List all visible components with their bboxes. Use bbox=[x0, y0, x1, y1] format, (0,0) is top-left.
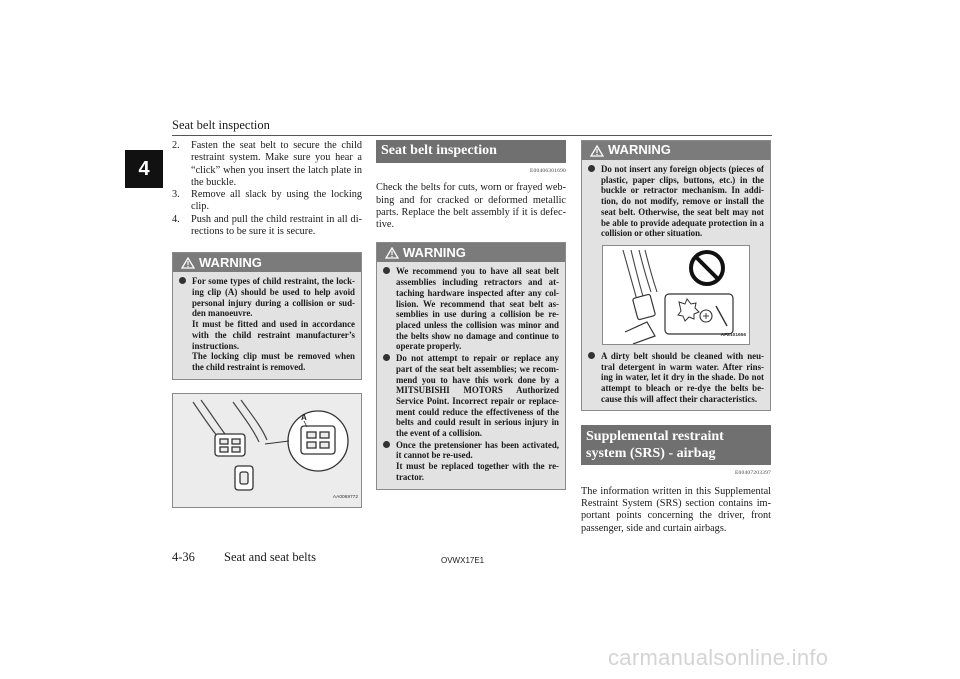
page-number: 4-36 bbox=[172, 550, 195, 564]
warning-item: For some types of child restraint, the lock- ing clip (A) should be used to help avoid personal injury during a collision or sud- den manoeuvre. It must be fitted and used in accordance with the child restraint manufacturer’s instructions. The locking clip must be removed when the child restraint is removed. bbox=[179, 276, 355, 372]
warning-body bbox=[582, 160, 770, 410]
footer-section-name: Seat and seat belts bbox=[224, 550, 316, 564]
step-item: 2. Fasten the seat belt to secure the child restraint system. Make sure you hear a “click” when you insert the latch plate in the buckle. bbox=[172, 140, 362, 188]
warning-box bbox=[581, 140, 771, 411]
running-header-title: Seat belt inspection bbox=[172, 118, 270, 132]
bullet-icon bbox=[383, 441, 390, 448]
step-list bbox=[172, 140, 362, 238]
section-code: E00407203397 bbox=[734, 470, 771, 477]
bullet-icon bbox=[179, 277, 186, 284]
warning-header: WARNING bbox=[582, 141, 770, 160]
warning-box bbox=[172, 252, 362, 379]
left-column bbox=[172, 140, 362, 508]
header-rule bbox=[172, 135, 772, 136]
warning-item: A dirty belt should be cleaned with neu- tral detergent in warm water. After rins- ing in water, let it dry in the shade. Do not attempt to bleach or re-dye the belts be- cause this will affect their characteristics. bbox=[588, 351, 764, 405]
warning-item: Do not attempt to repair or replace any part of the seat belt assemblies; we recom- mend you to have this work done by a MITSUBISHI MOTORS Authorized Service Point. Incorrect repair or replace- ment could reduce the effectiveness of the belts and could result in serious injury in the event of a collision. bbox=[383, 353, 559, 439]
section-heading-seat-belt-inspection: Seat belt inspection bbox=[376, 140, 566, 163]
warning-box bbox=[376, 242, 566, 489]
seat-belt-locking-clip-drawing bbox=[173, 394, 361, 507]
watermark: carmanualsonline.info bbox=[608, 645, 829, 670]
warning-item: Do not insert any foreign objects (pieces of plastic, paper clips, buttons, etc.) in the buckle or retractor mechanism. In addi- tion, do not modify, remove or install the seat belt. Otherwise, the seat belt may not be able to provide adequate protection in a collision or other situation. bbox=[588, 164, 764, 239]
figure-code: AA0069772 bbox=[332, 495, 358, 501]
locking-clip-illustration bbox=[172, 393, 362, 508]
buckle-prohibited-drawing bbox=[603, 246, 737, 344]
warning-item: Once the pretensioner has been activated, it cannot be re-used. It must be replaced together with the re- tractor. bbox=[383, 440, 559, 483]
bullet-icon bbox=[588, 165, 595, 172]
callout-label-a: A bbox=[301, 412, 307, 422]
figure-code: AFZ101656 bbox=[720, 333, 746, 339]
middle-column bbox=[376, 140, 566, 490]
footer-doc-code: OVWX17E1 bbox=[441, 556, 485, 565]
prohibited-icon bbox=[691, 252, 723, 284]
warning-triangle-icon bbox=[385, 247, 399, 259]
srs-intro-paragraph: The information written in this Supplemental Restraint System (SRS) section contains im- portant points concerning the driver, front passenger, side and curtain airbags. bbox=[581, 485, 771, 534]
inspection-paragraph: Check the belts for cuts, worn or frayed web- bing and for cracked or deformed metallic parts. Replace the belt assembly if it is defec- tive. bbox=[376, 182, 566, 231]
bullet-icon bbox=[383, 354, 390, 361]
bullet-icon bbox=[383, 267, 390, 274]
right-column bbox=[581, 140, 771, 535]
warning-triangle-icon bbox=[181, 257, 195, 269]
warning-body bbox=[377, 262, 565, 488]
warning-item: We recommend you to have all seat belt assemblies including retractors and at- taching hardware inspected after any col- lision. We recommend that seat belt as- semblies in use during a collision be re- placed unless the collision was minor and the belts show no damage and continue to operate properly. bbox=[383, 266, 559, 352]
section-heading-srs-airbag: Supplemental restraint system (SRS) - airbag bbox=[581, 425, 771, 465]
step-item: 4. Push and pull the child restraint in all di- rections to be sure it is secure. bbox=[172, 213, 362, 238]
section-code: E00406301690 bbox=[529, 168, 566, 174]
step-item: 3. Remove all slack by using the locking clip. bbox=[172, 189, 362, 213]
no-foreign-objects-illustration bbox=[602, 245, 750, 345]
warning-header: WARNING bbox=[173, 253, 361, 272]
bullet-icon bbox=[588, 352, 595, 359]
warning-triangle-icon bbox=[590, 145, 604, 157]
warning-body bbox=[173, 272, 361, 378]
chapter-thumb-tab: 4 bbox=[125, 150, 163, 188]
warning-header: WARNING bbox=[377, 243, 565, 262]
